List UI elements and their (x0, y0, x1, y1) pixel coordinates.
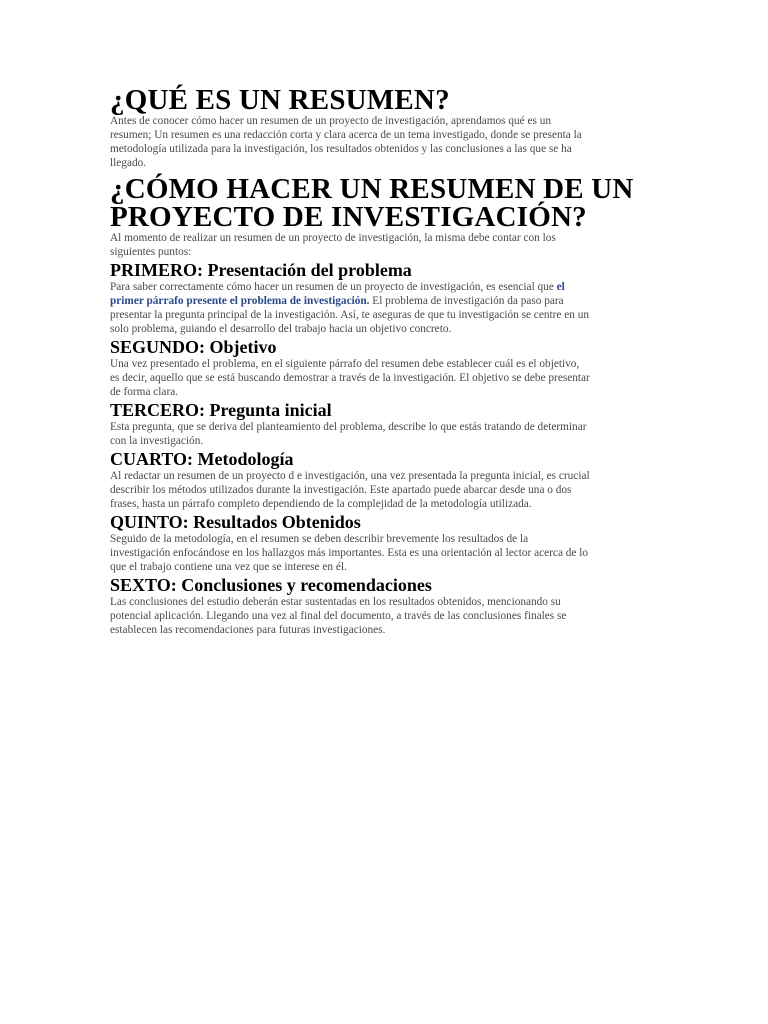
text-line: metodología utilizada para la investigación, los resultados obtenidos y las conclusiones a las que se ha (110, 143, 572, 155)
text-line (110, 280, 670, 294)
section-paragraph (110, 532, 670, 574)
text-line: potencial aplicación. Llegando una vez al final del documento, a través de las conclusiones finales se (110, 610, 567, 622)
text-line: que el trabajo contiene una vez que se interese en él. (110, 561, 347, 573)
text-line: con la investigación. (110, 435, 204, 447)
title-line: PROYECTO DE INVESTIGACIÓN? (110, 201, 587, 233)
text-line: Al redactar un resumen de un proyecto d e investigación, una vez presentada la pregunta inicial, es crucial (110, 470, 590, 482)
text-line: resumen; Un resumen es una redacción corta y clara acerca de un tema investigado, donde se presenta la (110, 129, 582, 141)
text-line (110, 294, 670, 308)
primero-paragraph (110, 280, 670, 336)
text-line: frases, hasta un párrafo completo dependiendo de la complejidad de la metodología utilizada. (110, 498, 532, 510)
text-span: El problema de investigación da paso para (369, 295, 564, 307)
text-line: investigación enfocándose en los hallazgos más importantes. Esta es una orientación al lector acerca de lo (110, 547, 589, 559)
highlight-text: primer párrafo presente el problema de investigación. (110, 295, 370, 307)
section-heading: SEXTO: Conclusiones y recomendaciones (110, 575, 432, 595)
text-line: siguientes puntos: (110, 246, 192, 258)
text-line: de forma clara. (110, 386, 179, 398)
heading-primero: PRIMERO: Presentación del problema (110, 260, 412, 280)
section-paragraph (110, 595, 670, 637)
text-line: solo problema, guiando el desarrollo del trabajo hacia un objetivo concreto. (110, 323, 452, 335)
highlight-text: el (556, 281, 565, 293)
section-heading: CUARTO: Metodología (110, 449, 294, 469)
title-como-hacer (110, 175, 670, 231)
como-hacer-paragraph (110, 231, 670, 259)
text-span: Para saber correctamente cómo hacer un resumen de un proyecto de investigación, es esencial que (110, 281, 557, 293)
text-line: Esta pregunta, que se deriva del planteamiento del problema, describe lo que estás tratando de determinar (110, 421, 587, 433)
section-heading: QUINTO: Resultados Obtenidos (110, 512, 361, 532)
section-heading: TERCERO: Pregunta inicial (110, 400, 332, 420)
text-line: es decir, aquello que se está buscando demostrar a través de la investigación. El objetivo se debe presentar (110, 372, 590, 384)
text-line: describir los métodos utilizados durante la investigación. Este apartado puede abarcar desde una o dos (110, 484, 572, 496)
text-line: llegado. (110, 157, 147, 169)
text-line: Antes de conocer cómo hacer un resumen de un proyecto de investigación, aprendamos qué es un (110, 115, 552, 127)
text-line: Seguido de la metodología, en el resumen se deben describir brevemente los resultados de la (110, 533, 529, 545)
intro-paragraph (110, 114, 670, 170)
text-line: presentar la pregunta principal de la investigación. Así, te aseguras de que tu investigación se centre en un (110, 309, 590, 321)
section-paragraph (110, 357, 670, 399)
section-paragraph (110, 420, 670, 448)
title-line: ¿CÓMO HACER UN RESUMEN DE UN (110, 173, 634, 205)
text-line: establecen las recomendaciones para futuras investigaciones. (110, 624, 386, 636)
document-page (110, 86, 670, 637)
text-line: Al momento de realizar un resumen de un proyecto de investigación, la misma debe contar con los (110, 232, 556, 244)
text-line: Las conclusiones del estudio deberán estar sustentadas en los resultados obtenidos, mencionando su (110, 596, 561, 608)
section-heading: SEGUNDO: Objetivo (110, 337, 277, 357)
text-line: Una vez presentado el problema, en el siguiente párrafo del resumen debe establecer cuál es el objetivo, (110, 358, 580, 370)
section-paragraph (110, 469, 670, 511)
title-que-es-resumen: ¿QUÉ ES UN RESUMEN? (110, 84, 450, 116)
